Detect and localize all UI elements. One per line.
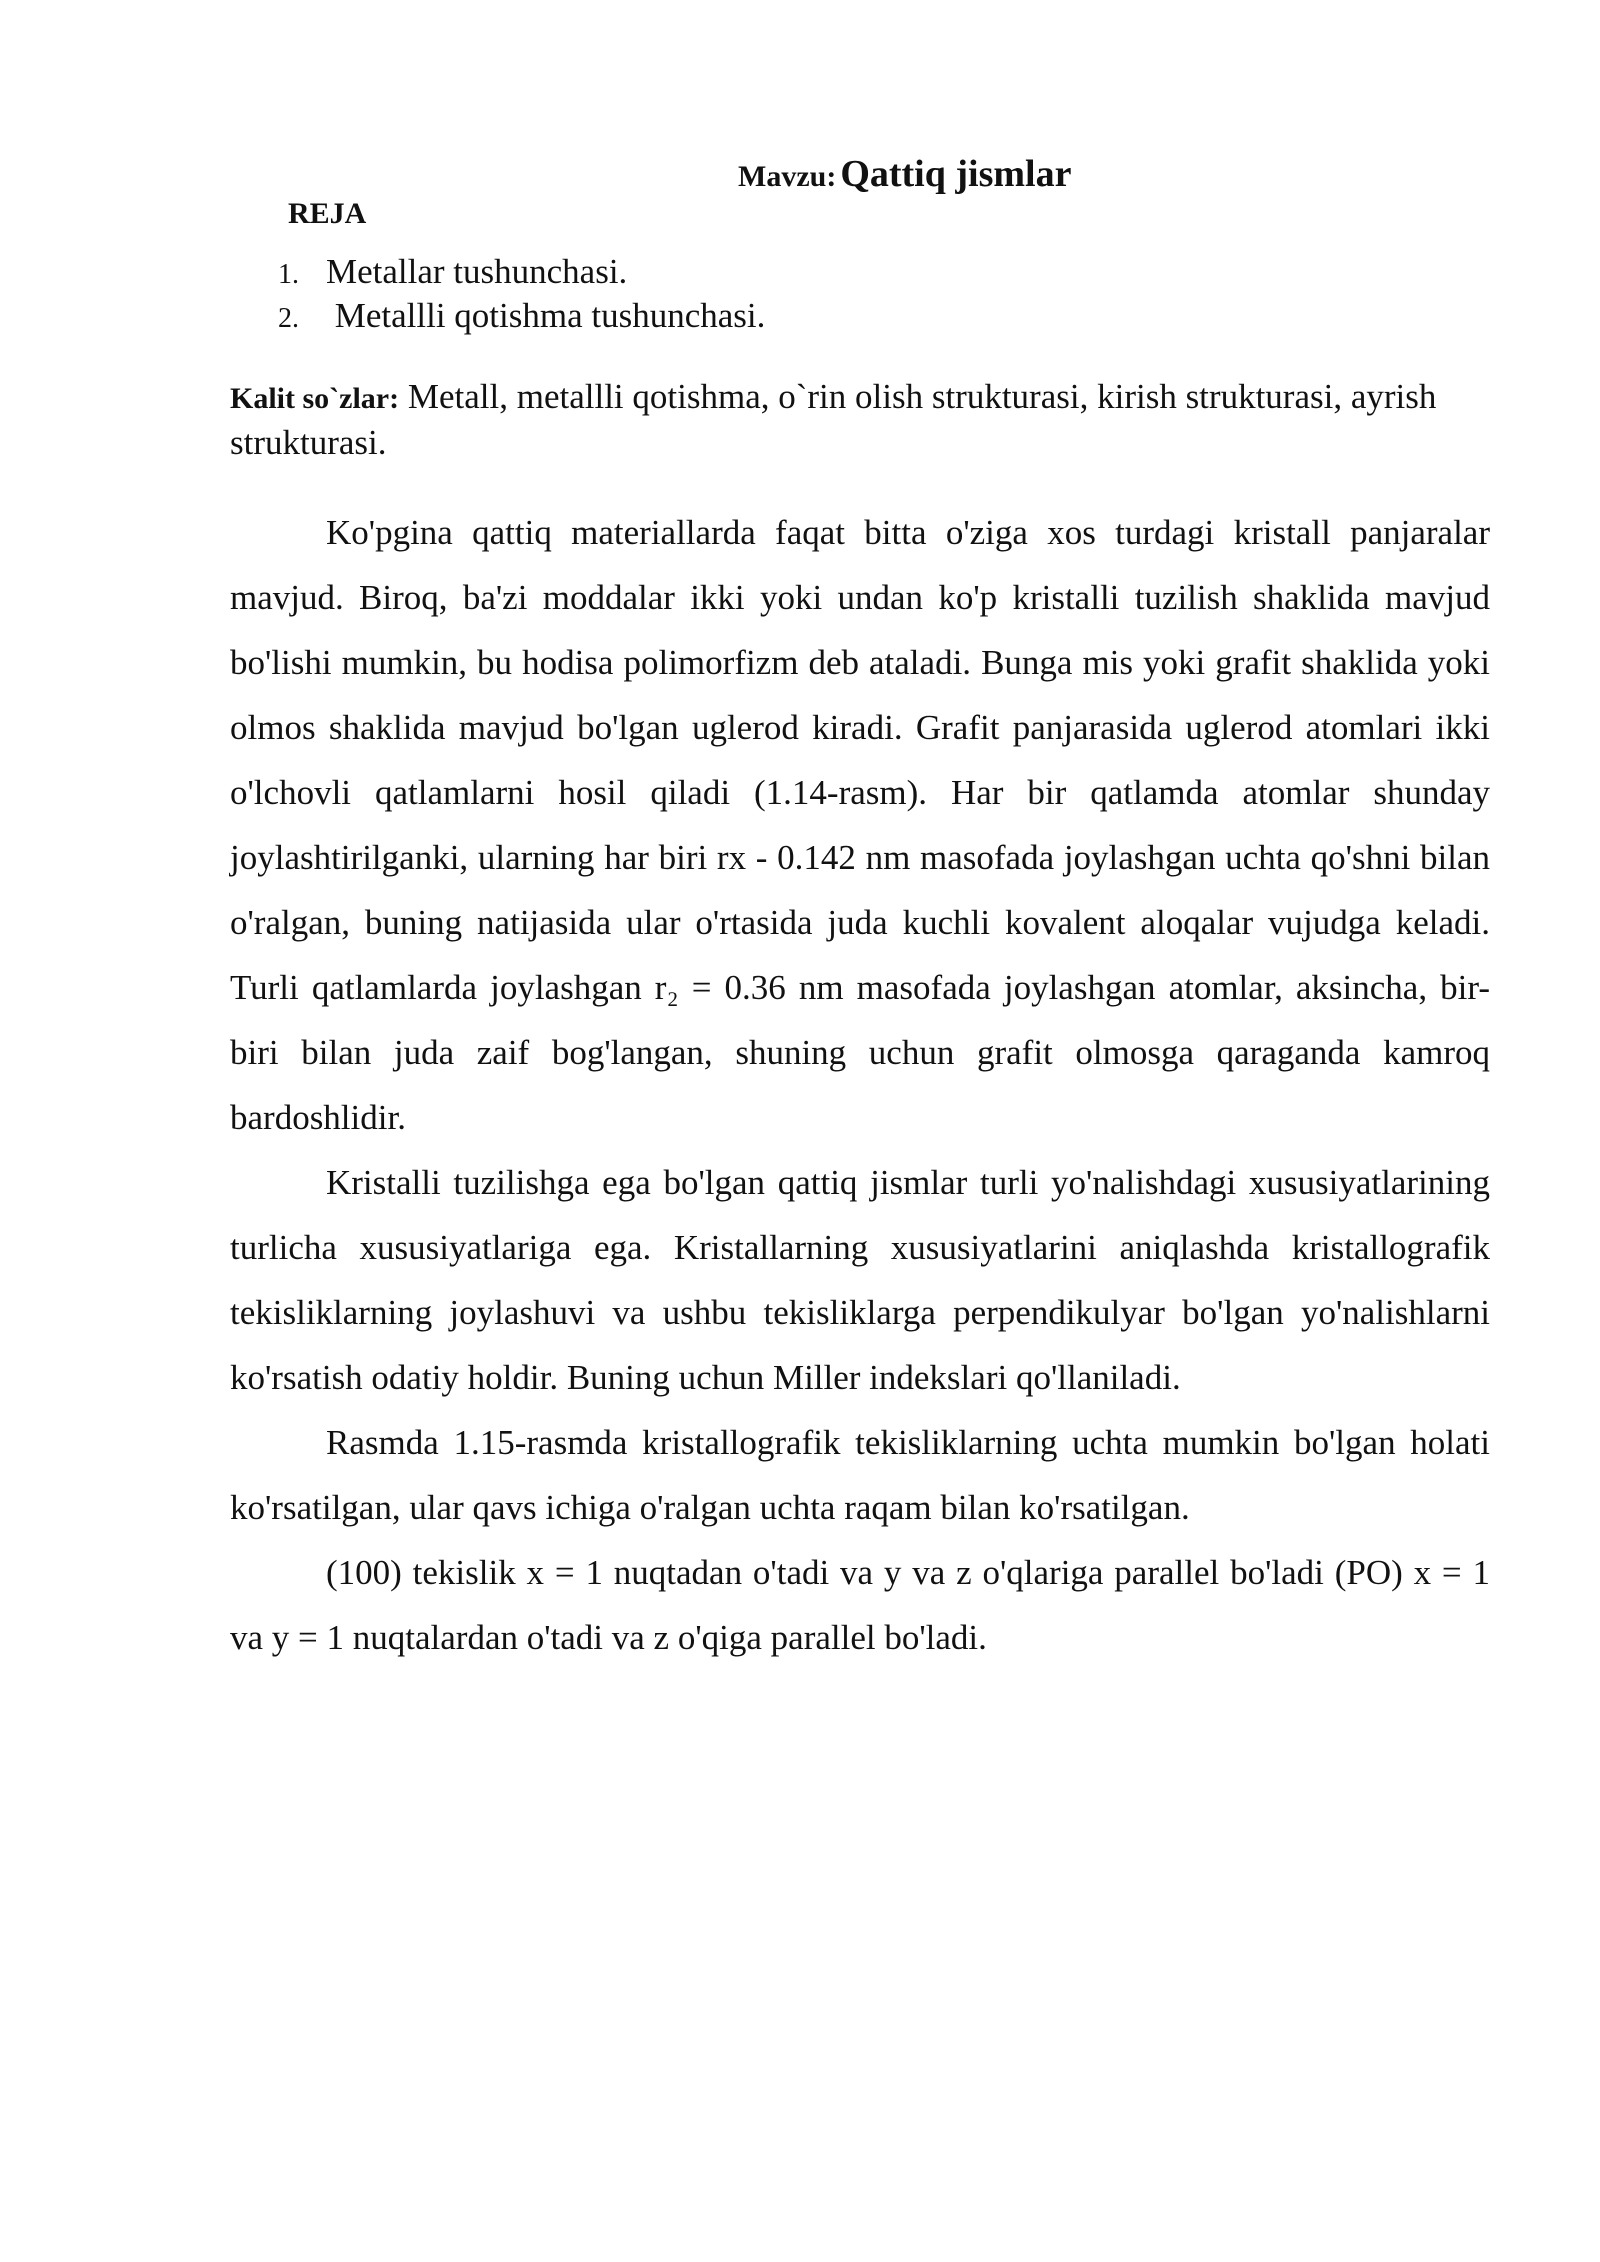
page-title [738,152,1071,196]
plan-item-text: Metallar tushunchasi. [326,252,628,291]
plan-list [278,250,765,338]
plan-item-text: Metallli qotishma tushunchasi. [326,296,766,335]
plan-item-number: 1. [278,259,299,290]
paragraph: Kristalli tuzilishga ega bo'lgan qattiq jismlar turli yo'nalishdagi xususiyatlarining turlicha xususiyatlariga ega. Kristallarning xususiyatlarini aniqlashda kristallografik tekisliklarning joylashuvi va ushbu tekisliklarga perpendikulyar bo'lgan yo'nalishlarni ko'rsatish odatiy holdir. Buning uchun Miller indekslari qo'llaniladi. [230,1163,1490,1397]
keywords-text: Metall, metallli qotishma, o`rin olish strukturasi, kirish strukturasi, ayrish strukturasi. [230,377,1437,462]
paragraph: Rasmda 1.15-rasmda kristallografik tekisliklarning uchta mumkin bo'lgan holati ko'rsatilgan, ular qavs ichiga o'ralgan uchta raqam bilan ko'rsatilgan. [230,1423,1490,1527]
body-text [230,500,1490,1670]
keywords-label: Kalit so`zlar: [230,382,400,415]
paragraph: Ko'pgina qattiq materiallarda faqat bitta o'ziga xos turdagi kristall panjaralar mavjud. Biroq, ba'zi moddalar ikki yoki undan ko'p kristalli tuzilish shaklida mavjud bo'lishi mumkin, bu hodisa polimorfizm deb ataladi. Bunga mis yoki grafit shaklida yoki olmos shaklida mavjud bo'lgan uglerod kiradi. Grafit panjarasida uglerod atomlari ikki o'lchovli qatlamlarni hosil qiladi (1.14-rasm). Har bir qatlamda atomlar shunday joylashtirilganki, ularning har biri rx - 0.142 nm masofada joylashgan uchta qo'shni bilan o'ralgan, buning natijasida ular o'rtasida juda kuchli kovalent aloqalar vujudga keladi. Turli qatlamlarda joylashgan r₂ = 0.36 nm masofada joylashgan atomlar, aksincha, bir-biri bilan juda zaif bog'langan, shuning uchun grafit olmosga qaraganda kamroq bardoshlidir. [230,513,1490,1137]
plan-item [278,250,765,294]
title-label: Mavzu: [738,160,837,193]
plan-heading: REJA [288,197,367,230]
title-text: Qattiq jismlar [840,153,1072,195]
paragraph: (100) tekislik x = 1 nuqtadan o'tadi va y va z o'qlariga parallel bo'ladi (PO) x = 1 va y = 1 nuqtalardan o'tadi va z o'qiga parallel bo'ladi. [230,1553,1490,1657]
keywords [230,375,1490,465]
plan-item-number: 2. [278,303,299,334]
plan-item [278,294,765,338]
